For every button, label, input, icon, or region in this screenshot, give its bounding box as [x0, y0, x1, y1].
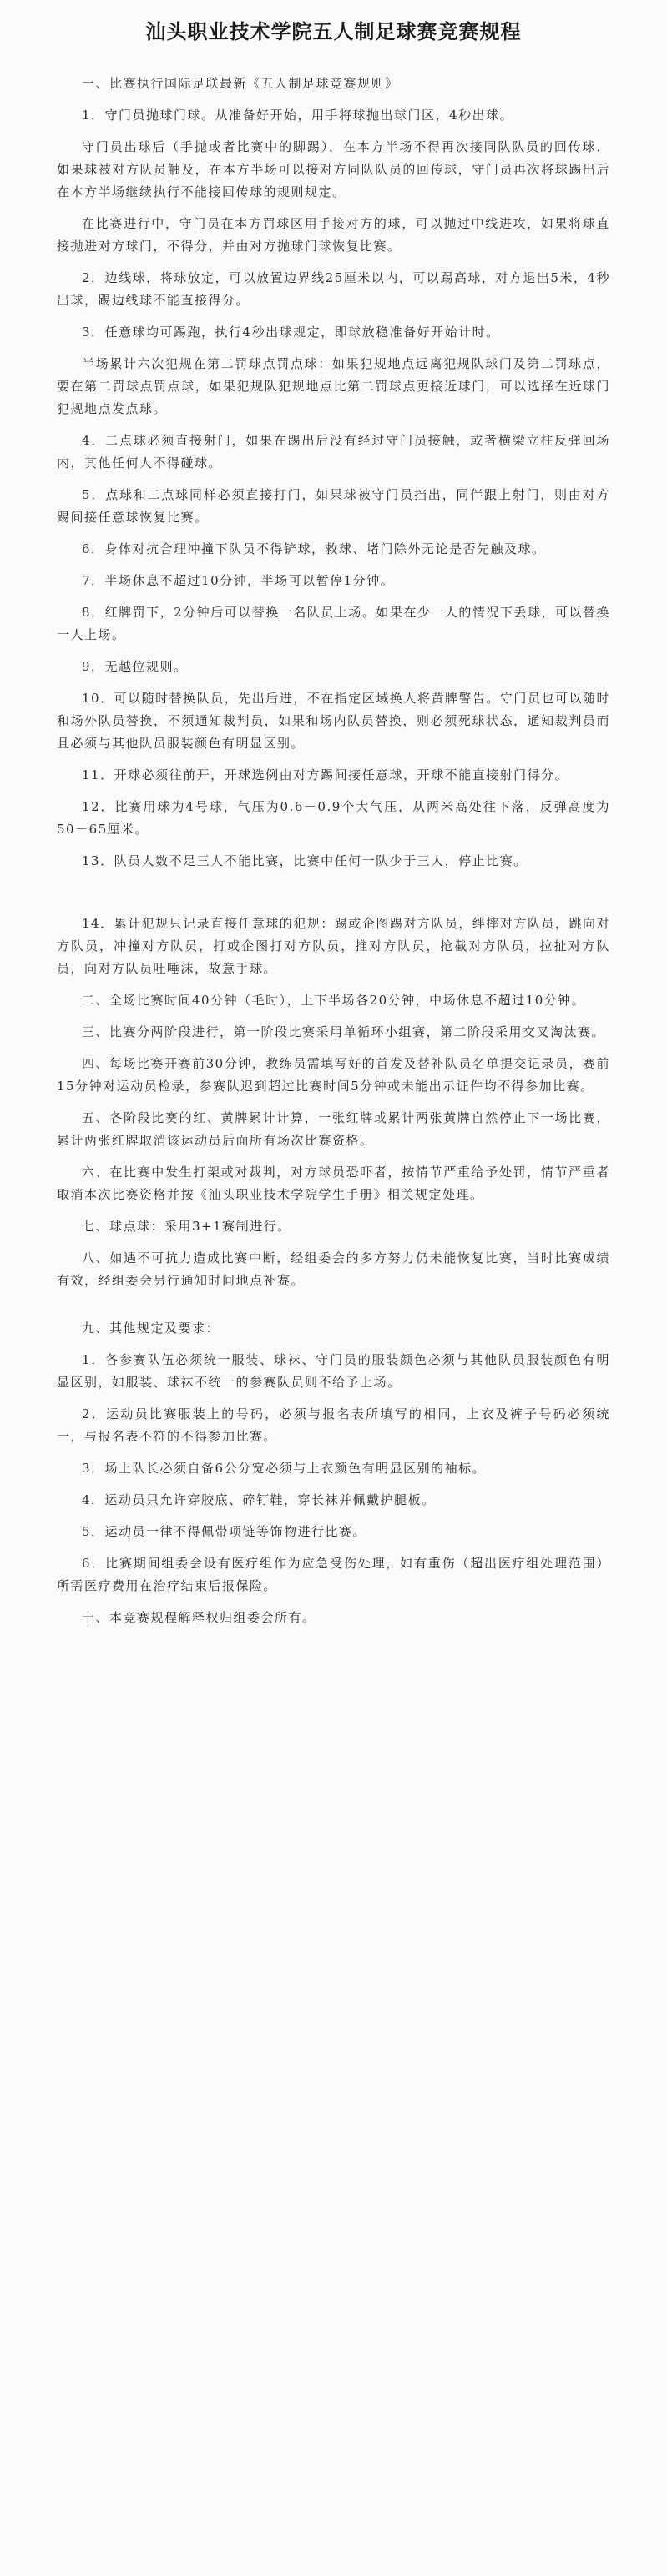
rule-paragraph: 14．累计犯规只记录直接任意球的犯规：踢或企图踢对方队员，绊摔对方队员，跳向对方队员，冲撞对方队员，打或企图打对方队员，推对方队员，抢截对方队员，拉扯对方队员，向对方队员吐唾沫，故意手球。 — [57, 916, 610, 976]
rule-paragraph: 守门员出球后（手抛或者比赛中的脚踢），在本方半场不得再次接同队队员的回传球，如果球被对方队员触及，在本方半场可以接对方同队队员的回传球，守门员再次将球踢出后在本方半场继续执行不能接回传球的规则规定。 — [57, 139, 610, 199]
rule-paragraph: 十、本竞赛规程解释权归组委会所有。 — [82, 1610, 316, 1625]
rule-paragraph: 六、在比赛中发生打架或对裁判，对方球员恐吓者，按情节严重给予处罚，情节严重者取消本次比赛资格并按《汕头职业技术学院学生手册》相关规定处理。 — [57, 1165, 610, 1202]
rule-paragraph: 三、比赛分两阶段进行，第一阶段比赛采用单循环小组赛，第二阶段采用交叉淘汰赛。 — [82, 1024, 606, 1039]
rule-paragraph: 1．守门员抛球门球。从准备好开始，用手将球抛出球门区，4秒出球。 — [82, 108, 514, 123]
document-title: 汕头职业技术学院五人制足球赛竞赛规程 — [145, 20, 522, 43]
rule-paragraph: 5．运动员一律不得佩带项链等饰物进行比赛。 — [82, 1524, 367, 1539]
rule-paragraph: 在比赛进行中，守门员在本方罚球区用手接对方的球，可以抛过中线进攻，如果将球直接抛进对方球门，不得分，并由对方抛球门球恢复比赛。 — [57, 216, 610, 254]
rule-paragraph: 11．开球必须往前开，开球选例由对方踢间接任意球，开球不能直接射门得分。 — [82, 767, 569, 782]
rule-paragraph: 七、球点球：采用3+1赛制进行。 — [82, 1219, 291, 1234]
rule-paragraph: 半场累计六次犯规在第二罚球点罚点球：如果犯规地点远离犯规队球门及第二罚球点，要在第二罚球点罚点球，如果犯规队犯规地点比第二罚球点更接近球门，可以选择在近球门犯规地点发点球。 — [57, 356, 610, 416]
rule-paragraph: 8．红牌罚下，2分钟后可以替换一名队员上场。如果在少一人的情况下丢球，可以替换一人上场。 — [57, 605, 610, 642]
rule-paragraph: 12．比赛用球为4号球，气压为0.6－0.9个大气压，从两米高处往下落，反弹高度为50－65厘米。 — [57, 799, 610, 837]
rule-paragraph: 7．半场休息不超过10分钟，半场可以暂停1分钟。 — [82, 573, 395, 588]
rule-paragraph: 9．无越位规则。 — [82, 659, 188, 674]
rule-paragraph: 四、每场比赛开赛前30分钟，教练员需填写好的首发及替补队员名单提交记录员，赛前15分钟对运动员检录，参赛队迟到超过比赛时间5分钟或未能出示证件均不得参加比赛。 — [57, 1056, 610, 1094]
rule-paragraph: 6．比赛期间组委会设有医疗组作为应急受伤处理，如有重伤（超出医疗组处理范围）所需医疗费用在治疗结束后报保险。 — [57, 1556, 610, 1593]
rule-paragraph: 5．点球和二点球同样必须直接打门，如果球被守门员挡出，同伴跟上射门，则由对方踢间接任意球恢复比赛。 — [57, 487, 610, 525]
rule-paragraph: 八、如遇不可抗力造成比赛中断，经组委会的多方努力仍未能恢复比赛，当时比赛成绩有效，经组委会另行通知时间地点补赛。 — [57, 1250, 610, 1288]
rule-paragraph: 2．边线球，将球放定，可以放置边界线25厘米以内，可以踢高球，对方退出5米，4秒出球，踢边线球不能直接得分。 — [57, 270, 610, 308]
rule-paragraph: 1．各参赛队伍必须统一服装、球袜、守门员的服装颜色必须与其他队员服装颜色有明显区别，如服装、球袜不统一的参赛队员则不给予上场。 — [57, 1352, 610, 1390]
rule-paragraph: 一、比赛执行国际足联最新《五人制足球竞赛规则》 — [82, 76, 399, 91]
rule-paragraph: 4．运动员只允许穿胶底、碎钉鞋，穿长袜并佩戴护腿板。 — [82, 1492, 436, 1507]
rule-paragraph: 13．队员人数不足三人不能比赛，比赛中任何一队少于三人，停止比赛。 — [82, 853, 528, 868]
rule-paragraph: 3．任意球均可踢跑，执行4秒出球规定，即球放稳准备好开始计时。 — [82, 325, 500, 340]
rule-paragraph: 二、全场比赛时间40分钟（毛时），上下半场各20分钟，中场休息不超过10分钟。 — [82, 993, 586, 1008]
rule-paragraph: 五、各阶段比赛的红、黄牌累计计算，一张红牌或累计两张黄牌自然停止下一场比赛，累计两张红牌取消该运动员后面所有场次比赛资格。 — [57, 1110, 610, 1148]
rule-paragraph: 4．二点球必须直接射门，如果在踢出后没有经过守门员接触，或者横梁立柱反弹回场内，其他任何人不得碰球。 — [57, 433, 610, 470]
rule-paragraph: 九、其他规定及要求： — [82, 1321, 220, 1336]
rule-paragraph: 3．场上队长必须自备6公分宽必须与上衣颜色有明显区别的袖标。 — [82, 1461, 487, 1476]
rule-paragraph: 10．可以随时替换队员，先出后进，不在指定区域换人将黄牌警告。守门员也可以随时和场外队员替换，不须通知裁判员，如果和场内队员替换，则必须死球状态，通知裁判员而且必须与其他队员服装颜色有明显区别。 — [57, 691, 610, 751]
rule-paragraph: 6．身体对抗合理冲撞下队员不得铲球，救球、堵门除外无论是否先触及球。 — [82, 541, 546, 556]
rule-paragraph: 2．运动员比赛服装上的号码，必须与报名表所填写的相同，上衣及裤子号码必须统一，与报名表不符的不得参加比赛。 — [57, 1406, 610, 1444]
